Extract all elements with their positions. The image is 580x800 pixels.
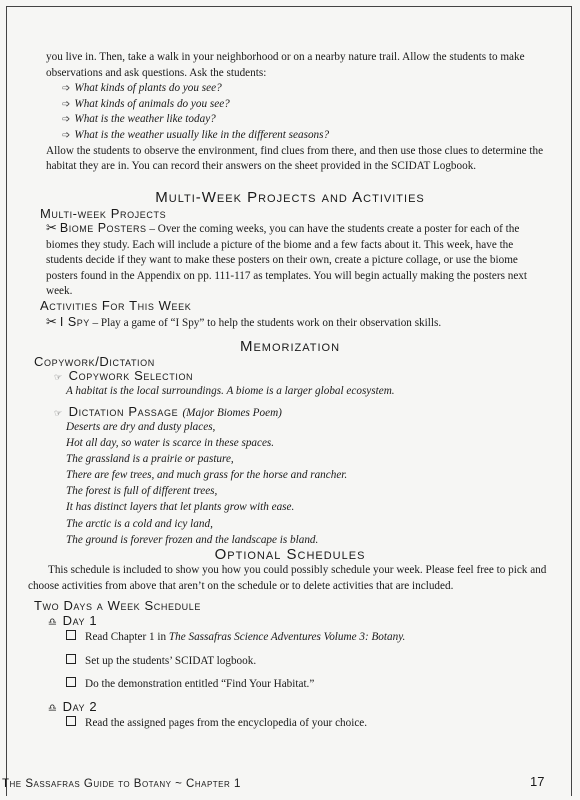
- dictation-poem: [66, 419, 347, 548]
- footer-title: The Sassafras Guide to Botany ~ Chapter 1: [2, 778, 241, 790]
- intro-text: you live in. Then, take a walk in your neighborhood or on a nearby nature trail. Allow the students to make observations and ask questions. Ask the students:: [46, 51, 525, 79]
- poem-line: It has distinct layers that let plants grow with ease.: [66, 501, 295, 514]
- checkbox[interactable]: [66, 677, 76, 687]
- poem-line: There are few trees, and much grass for the horse and rancher.: [66, 469, 348, 482]
- poem-line: The arctic is a cold and icy land,: [66, 517, 213, 530]
- poem-line: The ground is forever frozen and the landscape is bland.: [66, 533, 319, 546]
- scissors-icon: ✂: [46, 221, 57, 236]
- i-spy-text: – Play a game of “I Spy” to help the students work on their observation skills.: [89, 317, 442, 329]
- biome-posters-text: – Over the coming weeks, you can have the students create a poster for each of the biomes they study. Each will include a picture of the biome and a few facts about it. This week, have the students decide if they want to make these posters on their own, create a picture collage, or use the biome posters found in the Appendix on pp. 111-117 as templates. You will begin actually making the posters next week.: [46, 223, 527, 298]
- poem-line: The grassland is a prairie or pasture,: [66, 453, 234, 466]
- checklist-item[interactable]: Do the demonstration entitled “Find Your Habitat.”: [66, 677, 314, 690]
- subheading-copywork: Copywork/Dictation: [34, 354, 155, 369]
- question-item: ➩ What is the weather like today?: [62, 113, 216, 126]
- i-spy-label: I Spy: [59, 315, 90, 329]
- scissors-icon: ✂: [46, 315, 57, 330]
- checklist-item[interactable]: Set up the students’ SCIDAT logbook.: [66, 654, 256, 667]
- question-item: ➩ What kinds of animals do you see?: [62, 97, 230, 110]
- bell-icon: ♎: [48, 703, 58, 714]
- i-spy-item: [46, 315, 546, 332]
- question-item: ➩ What kinds of plants do you see?: [62, 82, 222, 95]
- subheading-two-days: Two Days a Week Schedule: [34, 598, 201, 613]
- copywork-text: A habitat is the local surroundings. A biome is a larger global ecosystem.: [66, 385, 395, 397]
- intro-after-text: Allow the students to observe the environment, find clues from there, and then use those clues to determine the habitat they are in. You can record their answers on the sheet provided in the SCIDAT Logbook.: [46, 144, 544, 173]
- subheading-multi-week: Multi-week Projects: [40, 206, 167, 221]
- arrow-icon: ➩: [62, 129, 71, 141]
- checklist-item[interactable]: Read the assigned pages from the encyclopedia of your choice.: [66, 716, 367, 729]
- subheading-activities: Activities For This Week: [40, 298, 192, 313]
- day-2-heading: ♎ Day 2: [48, 699, 98, 714]
- section-title-memorization: Memorization: [239, 338, 341, 355]
- bell-icon: ♎: [48, 617, 58, 628]
- intro-paragraph: [46, 50, 546, 175]
- arrow-icon: ➩: [62, 83, 71, 95]
- checkbox[interactable]: [66, 654, 76, 664]
- poem-line: Hot all day, so water is scarce in these spaces.: [66, 437, 275, 450]
- poem-line: Deserts are dry and dusty places,: [66, 421, 216, 433]
- arrow-icon: ➩: [62, 114, 71, 126]
- checkbox[interactable]: [66, 630, 76, 640]
- section-title-projects: Multi-Week Projects and Activities: [155, 189, 425, 206]
- copywork-selection-heading: ☞ Copywork Selection: [54, 368, 194, 383]
- biome-posters-label: Biome Posters: [59, 221, 147, 235]
- pointing-hand-icon: ☞: [54, 373, 63, 383]
- poem-line: The forest is full of different trees,: [66, 485, 218, 498]
- day-1-heading: ♎ Day 1: [48, 613, 98, 628]
- page-number: 17: [530, 774, 545, 789]
- question-item: ➩ What is the weather usually like in the different seasons?: [62, 128, 330, 141]
- biome-posters-item: [46, 221, 546, 300]
- checklist-item[interactable]: Read Chapter 1 in The Sassafras Science Adventures Volume 3: Botany.: [66, 630, 405, 643]
- section-title-schedules: Optional Schedules: [214, 546, 366, 563]
- checkbox[interactable]: [66, 716, 76, 726]
- dictation-passage-heading: ☞ Dictation Passage (Major Biomes Poem): [54, 404, 282, 419]
- dictation-note: (Major Biomes Poem): [182, 407, 282, 419]
- schedules-intro-text: This schedule is included to show you how you could possibly schedule your week. Please feel free to pick and choose activities from above that aren’t on the schedule or to delete activities that are included.: [28, 564, 547, 592]
- arrow-icon: ➩: [62, 98, 71, 110]
- pointing-hand-icon: ☞: [54, 409, 63, 419]
